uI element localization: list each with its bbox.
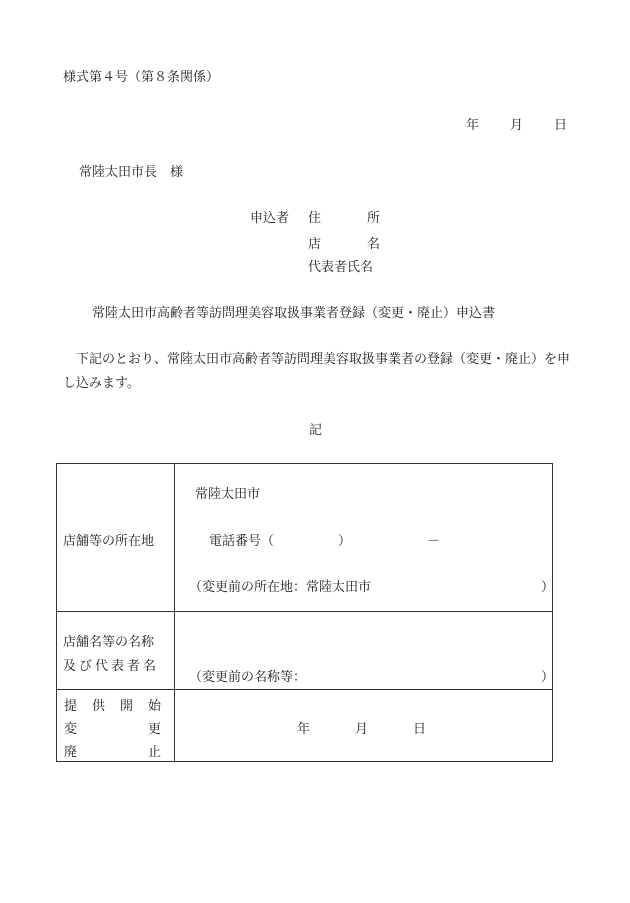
store-name-label-cell xyxy=(57,612,175,690)
action-label-cell xyxy=(57,690,175,762)
location-value-cell[interactable] xyxy=(175,464,553,612)
ki-heading: 記 xyxy=(309,423,323,438)
phone-paren-close: ） xyxy=(338,534,352,549)
action-label-char: 開 xyxy=(119,699,133,714)
action-label-char: 始 xyxy=(147,699,161,714)
action-label-char: 更 xyxy=(147,722,161,737)
applicant-representative-label: 代表者氏名 xyxy=(308,260,374,275)
phone-dash: － xyxy=(427,534,441,549)
applicant-store-label xyxy=(308,233,380,252)
action-month: 月 xyxy=(355,722,369,737)
store-name-value-cell[interactable] xyxy=(175,612,553,690)
prev-location: （変更前の所在地：常陸太田市 xyxy=(189,580,372,595)
action-label-change xyxy=(64,718,161,737)
prev-name-close: ） xyxy=(541,670,555,685)
action-label-char: 廃 xyxy=(64,745,78,760)
action-day: 日 xyxy=(413,722,427,737)
phone-label: 電話番号（ xyxy=(209,534,275,549)
location-city: 常陸太田市 xyxy=(195,487,261,502)
document-title: 常陸太田市高齢者等訪問理美容取扱事業者登録（変更・廃止）申込書 xyxy=(92,306,496,321)
action-label-char: 供 xyxy=(91,699,105,714)
table-row-action xyxy=(57,690,553,762)
date-year: 年 xyxy=(466,118,480,133)
date-day: 日 xyxy=(554,118,568,133)
prev-name: （変更前の名称等： xyxy=(189,670,307,685)
action-label-char: 止 xyxy=(147,745,161,760)
table-row-location xyxy=(57,464,553,612)
action-date-cell[interactable] xyxy=(175,690,553,762)
applicant-store-b: 名 xyxy=(366,237,380,252)
applicant-address-b: 所 xyxy=(366,211,380,226)
date-month: 月 xyxy=(510,118,524,133)
form-number: 様式第４号（第８条関係） xyxy=(63,70,220,85)
applicant-label: 申込者 xyxy=(250,211,290,226)
action-year: 年 xyxy=(297,722,311,737)
action-label-start xyxy=(64,695,161,714)
body-text: 下記のとおり、常陸太田市高齢者等訪問理美容取扱事業者の登録（変更・廃止）を申し込みます。 xyxy=(63,352,571,391)
store-name-label-line1: 店舗名等の名称 xyxy=(63,635,155,650)
applicant-store-a: 店 xyxy=(308,237,322,252)
application-table xyxy=(56,463,553,762)
prev-location-close: ） xyxy=(541,580,555,595)
location-label: 店舗等の所在地 xyxy=(63,534,155,549)
store-name-label-line2: 及び代表者名 xyxy=(63,659,160,674)
action-label-char: 変 xyxy=(64,722,78,737)
table-row-store-name xyxy=(57,612,553,690)
location-label-cell xyxy=(57,464,175,612)
action-label-abolish xyxy=(64,741,161,760)
applicant-address-label xyxy=(308,207,380,226)
action-label-char: 提 xyxy=(64,699,78,714)
addressee: 常陸太田市長 様 xyxy=(79,165,184,180)
applicant-address-a: 住 xyxy=(308,211,322,226)
